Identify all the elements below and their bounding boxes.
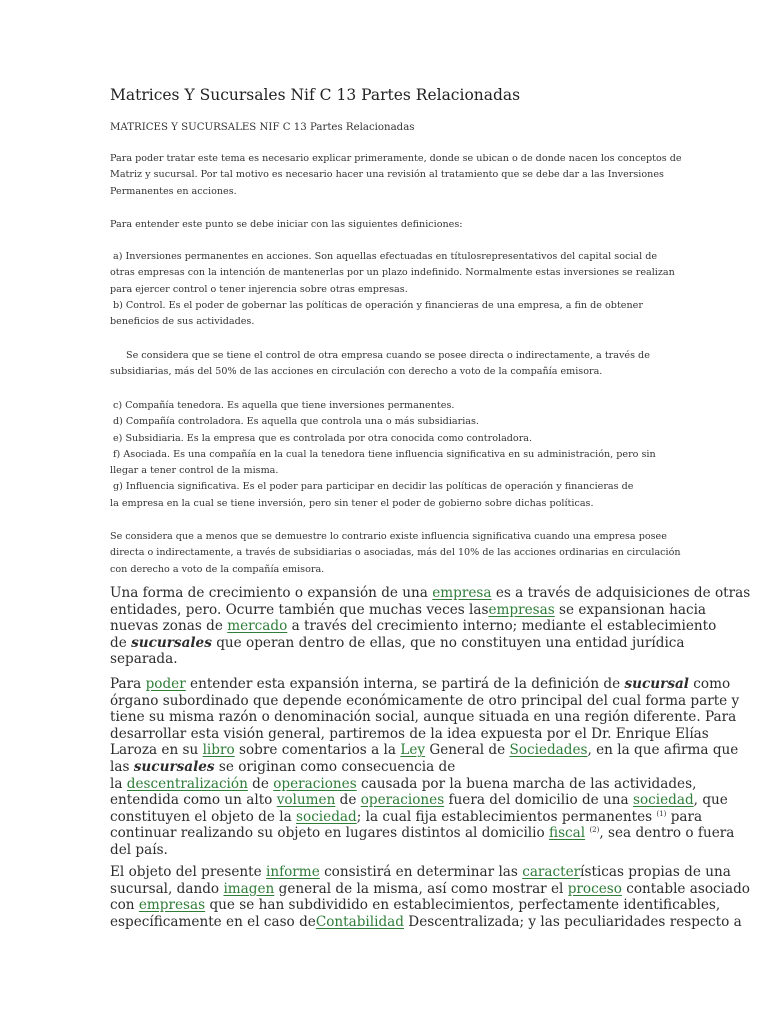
footnote-2: (2): [589, 826, 600, 835]
definition-line: a) Inversiones permanentes en acciones. Son aquellas efectuadas en títulosrepresentativos del capital social de: [113, 251, 658, 262]
expansion-paragraph: [110, 585, 751, 668]
footnote-1: (1): [656, 809, 667, 818]
paragraph-line: nuevas zonas de mercado a través del crecimiento interno; mediante el establecimiento: [110, 618, 717, 635]
paragraph-line: del país.: [110, 841, 168, 858]
link-volumen[interactable]: volumen: [276, 792, 336, 809]
paragraph-line: desarrollar esta visión general, partiremos de la idea expuesta por el Dr. Enrique Elías: [110, 725, 709, 742]
link-sociedades[interactable]: Sociedades: [509, 742, 588, 759]
influence-note-line: Se considera que a menos que se demuestre lo contrario existe influencia significativa cuando una empresa posee: [110, 531, 667, 542]
paragraph-line: separada.: [110, 651, 178, 668]
paragraph-line: entidades, pero. Ocurre también que muchas veces lasempresas se expansionan hacia: [110, 601, 707, 618]
link-empresas[interactable]: empresas: [138, 897, 206, 914]
definition-paragraph: [110, 676, 740, 859]
link-ley[interactable]: Ley: [400, 742, 426, 759]
paragraph-line: constituyen el objeto de la sociedad; la cual fija establecimientos permanentes $^{(1)}$ para: [110, 808, 703, 825]
link-mercado[interactable]: mercado: [227, 618, 288, 635]
control-note: [110, 348, 650, 381]
link-informe[interactable]: informe: [265, 864, 320, 880]
paragraph-line: entendida como un alto volumen de operaciones fuera del domicilio de una sociedad, que: [110, 792, 728, 809]
link-operaciones[interactable]: operaciones: [273, 775, 357, 792]
influence-note-line: con derecho a voto de la compañía emisora.: [110, 563, 325, 575]
paragraph-line: con empresas que se han subdividido en establecimientos, perfectamente identificables,: [110, 897, 721, 914]
link-empresas[interactable]: empresas: [488, 601, 555, 618]
definition-line: c) Compañía tenedora. Es aquella que tiene inversiones permanentes.: [113, 400, 455, 411]
influence-note-line: directa o indirectamente, a través de subsidiarias o asociadas, más del 10% de las acciones ordinarias en circulación: [110, 547, 681, 559]
control-note-line: subsidiarias, más del 50% de las acciones en circulación con derecho a voto de la compañía emisora.: [110, 366, 603, 378]
paragraph-line: de sucursales que operan dentro de ellas, que no constituyen una entidad jurídica: [110, 634, 685, 651]
link-imagen[interactable]: imagen: [223, 880, 275, 897]
link-sociedad[interactable]: sociedad: [632, 792, 694, 809]
document-subtitle: MATRICES Y SUCURSALES NIF C 13 Partes Relacionadas: [110, 122, 415, 133]
intro-line: Matriz y sucursal. Por tal motivo es necesario hacer una revisión al tratamiento que se debe dar a las Inversiones: [110, 169, 664, 181]
definitions-intro-line: Para entender este punto se debe iniciar con las siguientes definiciones:: [110, 219, 463, 230]
definition-line: e) Subsidiaria. Es la empresa que es controlada por otra conocida como controladora.: [113, 432, 533, 444]
definitions-intro: [110, 217, 463, 233]
paragraph-line: sucursal, dando imagen general de la misma, así como mostrar el proceso contable asociado: [110, 880, 750, 897]
link-descentralizacion[interactable]: descentralización: [126, 775, 248, 792]
paragraph-line: la descentralización de operaciones causada por la buena marcha de las actividades,: [110, 775, 697, 792]
document-title: Matrices Y Sucursales Nif C 13 Partes Relacionadas: [110, 86, 521, 104]
definitions-list-a: [110, 249, 675, 330]
objective-paragraph: [110, 864, 750, 930]
definition-line: b) Control. Es el poder de gobernar las políticas de operación y financieras de una empresa, a fin de obtener: [113, 299, 643, 311]
emphasis-sucursal: sucursal: [624, 676, 689, 692]
definitions-list-c: [110, 398, 656, 512]
paragraph-line: órgano subordinado que depende económicamente de otro principal del cual forma parte y: [110, 692, 740, 709]
emphasis-sucursales: sucursales: [131, 634, 212, 651]
definition-line: d) Compañía controladora. Es aquella que controla una o más subsidiarias.: [113, 416, 479, 428]
paragraph-line: El objeto del presente informe consistirá en determinar las características propias de una: [110, 864, 731, 880]
definition-line: llegar a tener control de la misma.: [110, 465, 279, 477]
link-libro[interactable]: libro: [202, 742, 235, 759]
link-poder[interactable]: poder: [145, 676, 186, 692]
paragraph-line: continuar realizando su objeto en lugares distintos al domicilio fiscal $^{(2)}$, sea dentro o fuera: [110, 825, 735, 842]
influence-note: [110, 529, 681, 578]
paragraph-line: Una forma de crecimiento o expansión de una empresa es a través de adquisiciones de otras: [110, 585, 751, 601]
emphasis-sucursales: sucursales: [133, 758, 215, 775]
definition-line: la empresa en la cual se tiene inversión, pero sin tener el poder de gobierno sobre dichas políticas.: [110, 497, 594, 509]
definition-line: para ejercer control o tener injerencia sobre otras empresas.: [110, 283, 408, 295]
link-proceso[interactable]: proceso: [567, 880, 622, 897]
intro-line: Permanentes en acciones.: [110, 185, 237, 197]
link-operaciones[interactable]: operaciones: [360, 792, 445, 809]
link-fiscal[interactable]: fiscal: [549, 825, 586, 842]
definition-line: otras empresas con la intención de mantenerlas por un plazo indefinido. Normalmente estas inversiones se realizan: [110, 267, 675, 279]
intro-paragraph: [110, 151, 682, 200]
control-note-line: Se considera que se tiene el control de otra empresa cuando se posee directa o indirectamente, a través de: [126, 350, 650, 361]
paragraph-line: Para poder entender esta expansión interna, se partirá de la definición de sucursal como: [110, 676, 731, 692]
paragraph-line: específicamente en el caso deContabilidad Descentralizada; y las peculiaridades respecto a: [110, 913, 742, 930]
paragraph-line: tiene su misma razón o denominación social, aunque situada en una región diferente. Para: [110, 709, 737, 726]
link-caracteristicas[interactable]: caracter: [522, 864, 581, 880]
definition-line: g) Influencia significativa. Es el poder para participar en decidir las políticas de operación y financieras de: [113, 481, 634, 493]
definition-line: f) Asociada. Es una compañía en la cual la tenedora tiene influencia significativa en su administración, pero sin: [113, 448, 656, 460]
paragraph-line: las sucursales se originan como consecuencia de: [110, 758, 456, 775]
intro-line: Para poder tratar este tema es necesario explicar primeramente, donde se ubican o de donde nacen los conceptos de: [110, 153, 682, 164]
link-contabilidad[interactable]: Contabilidad: [315, 913, 404, 930]
link-empresa[interactable]: empresa: [432, 585, 492, 601]
definition-line: beneficios de sus actividades.: [110, 316, 255, 328]
paragraph-line: Laroza en su libro sobre comentarios a la Ley General de Sociedades, en la que afirma que: [110, 742, 739, 759]
link-sociedad[interactable]: sociedad: [296, 808, 357, 825]
